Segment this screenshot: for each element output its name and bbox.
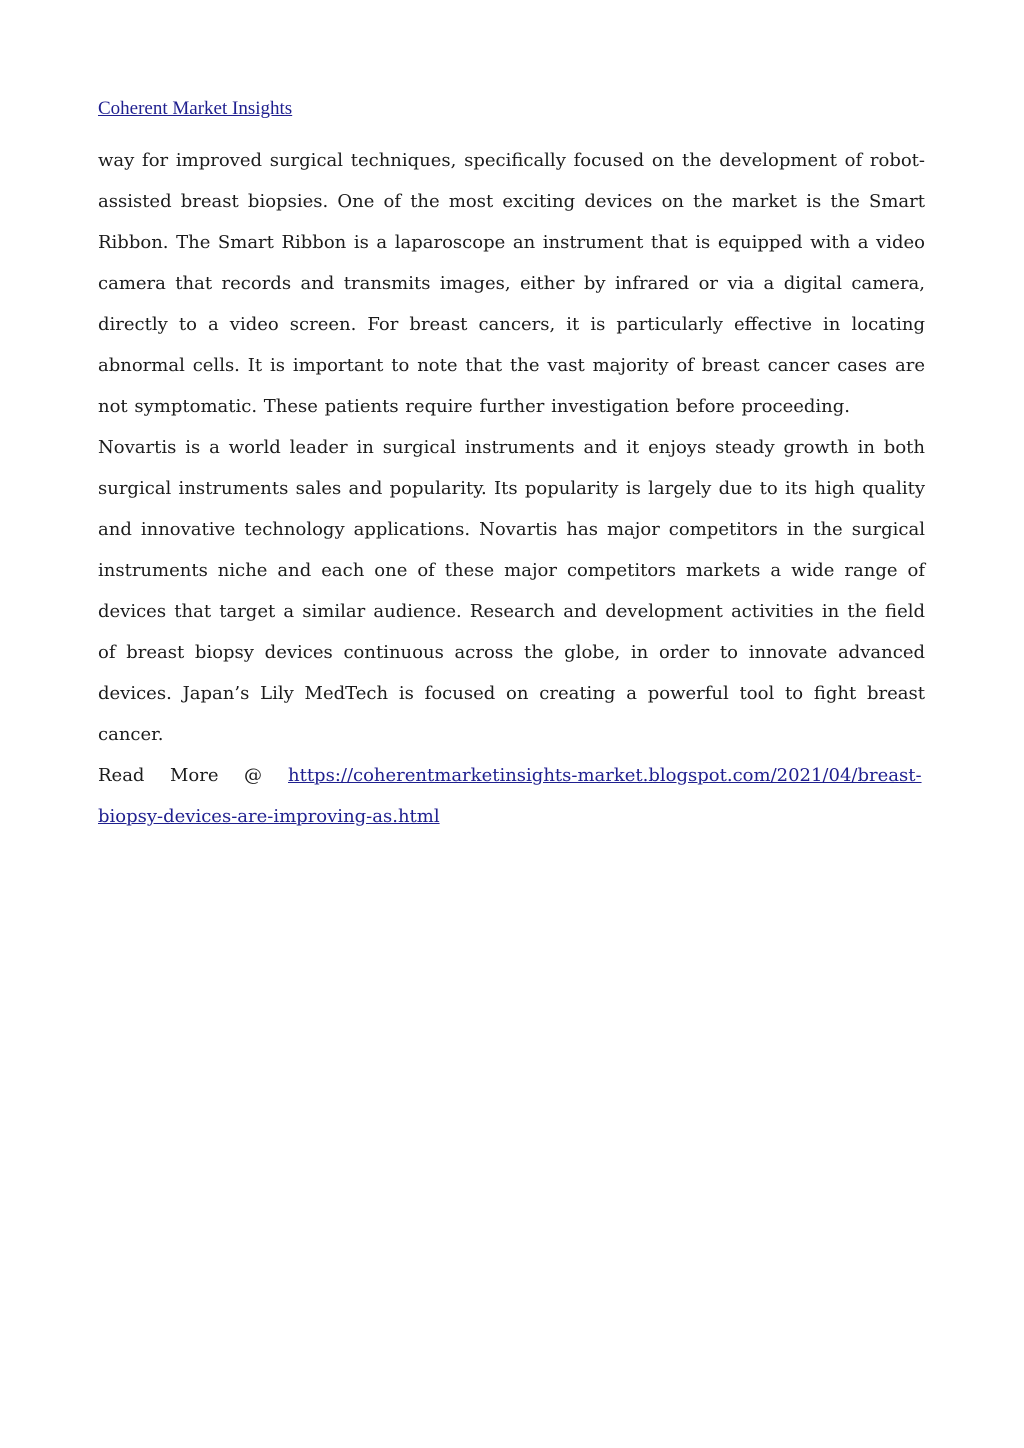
body-paragraph-1: way for improved surgical techniques, specifically focused on the development of robot-assisted breast biopsies. One of the most exciting devices on the market is the Smart Ribbon. The Smart Ribbon is a laparoscope an instrument that is equipped with a video camera that records and transmits images, either by infrared or via a digital camera, directly to a video screen. For breast cancers, it is particularly effective in locating abnormal cells. It is important to note that the vast majority of breast cancer cases are not symptomatic. These patients require further investigation before proceeding. xyxy=(98,150,925,417)
body-paragraph-2: Novartis is a world leader in surgical instruments and it enjoys steady growth in both surgical instruments sales and popularity. Its popularity is largely due to its high quality and innovative technology applications. Novartis has major competitors in the surgical instruments niche and each one of these major competitors markets a wide range of devices that target a similar audience. Research and development activities in the field of breast biopsy devices continuous across the globe, in order to innovate advanced devices. Japan’s Lily MedTech is focused on creating a powerful tool to fight breast cancer. xyxy=(98,437,925,745)
read-more-word-more: More xyxy=(170,765,219,786)
document-page xyxy=(98,96,925,837)
read-more-word-read: Read xyxy=(98,765,145,786)
site-header-link[interactable]: Coherent Market Insights xyxy=(98,98,293,119)
read-more-url-link[interactable]: https://coherentmarketinsights-market.blogspot.com/2021/04/breast-biopsy-devices-are-improving-as.html xyxy=(98,765,922,827)
read-more-line xyxy=(98,755,925,837)
read-more-at-sign: @ xyxy=(244,765,262,786)
